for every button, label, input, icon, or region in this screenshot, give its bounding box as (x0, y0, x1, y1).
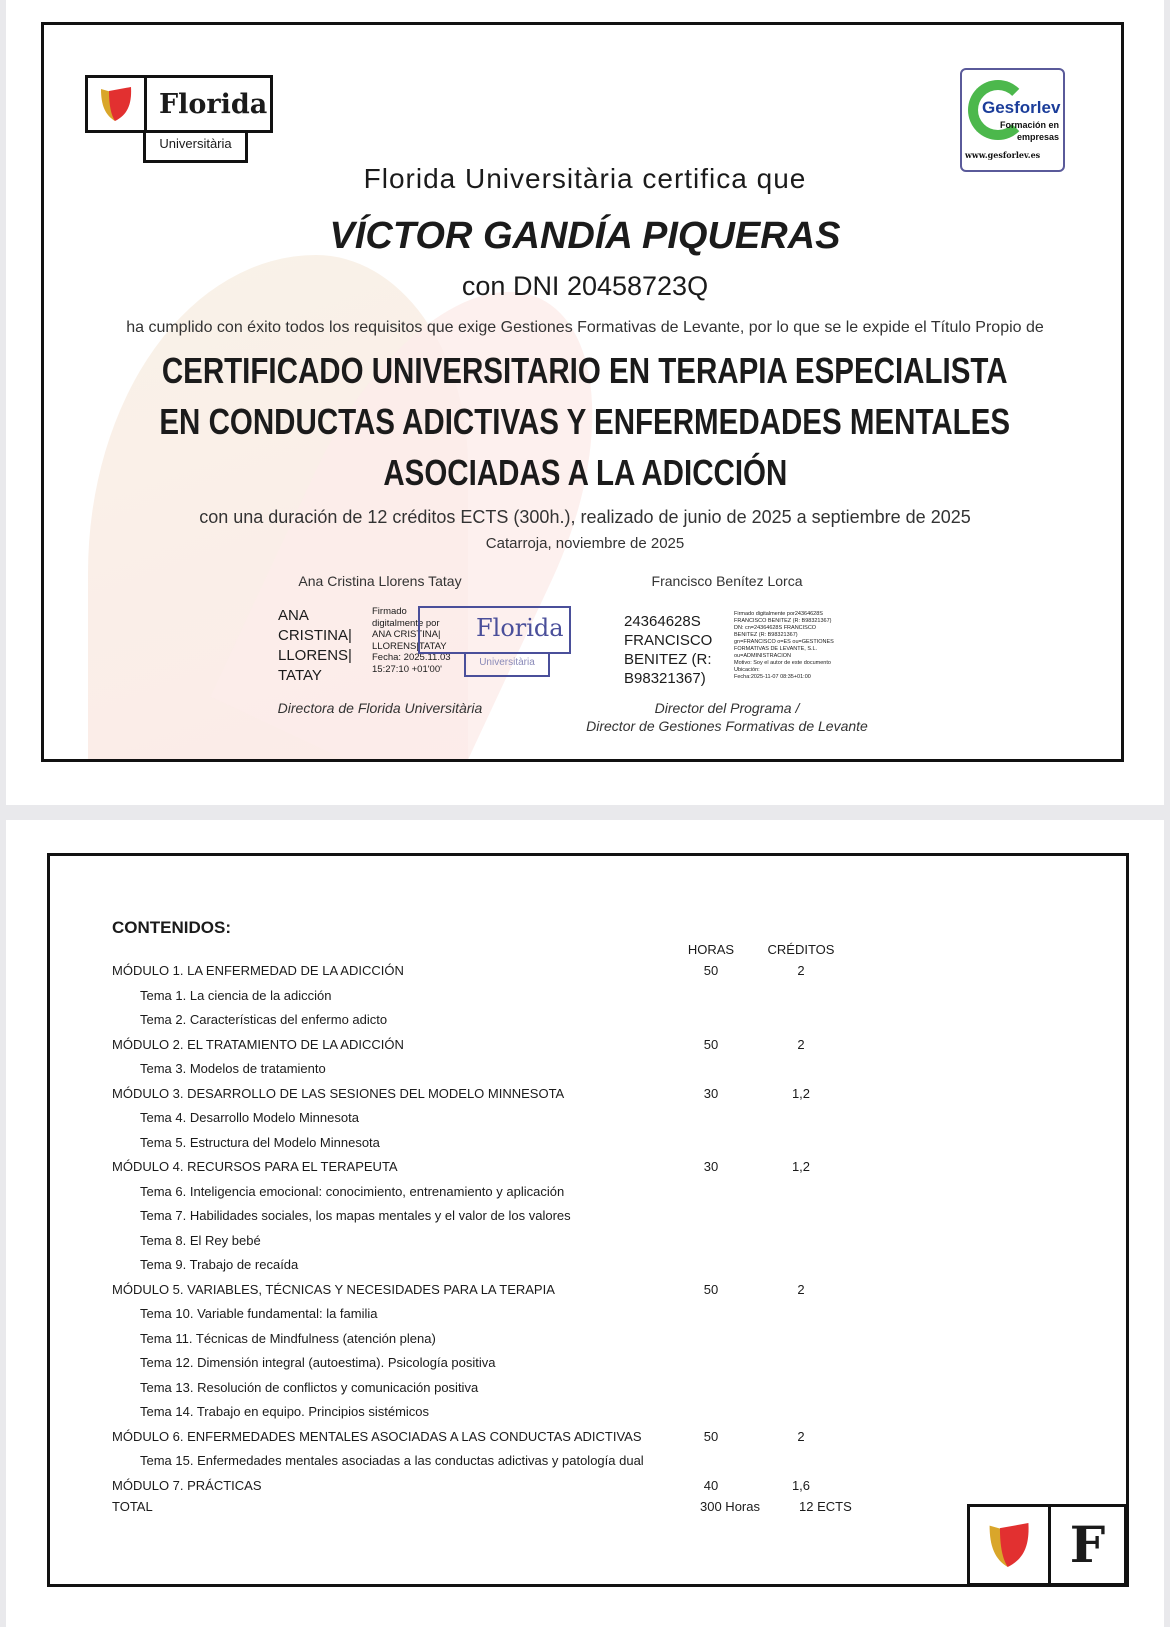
tema-row: Tema 6. Inteligencia emocional: conocimiento, entrenamiento y aplicación (140, 1183, 565, 1199)
signer1-role: Directora de Florida Universitària (277, 700, 483, 716)
module-credits: 1,2 (791, 1159, 811, 1174)
module-row: MÓDULO 5. VARIABLES, TÉCNICAS Y NECESIDADES PARA LA TERAPIA (112, 1281, 555, 1297)
recipient-name: VÍCTOR GANDÍA PIQUERAS (329, 215, 841, 257)
total-label: TOTAL (112, 1499, 153, 1514)
module-row: MÓDULO 2. EL TRATAMIENTO DE LA ADICCIÓN (112, 1036, 404, 1052)
shield-icon (970, 1507, 1051, 1583)
gesforlev-name: Gesforlev (982, 98, 1061, 117)
recipient-dni: con DNI 20458723Q (461, 271, 709, 301)
gesforlev-tagline: Formación en (999, 120, 1059, 130)
tema-row: Tema 1. La ciencia de la adicción (140, 987, 332, 1003)
module-hours: 50 (703, 1428, 719, 1444)
module-credits: 2 (797, 1428, 805, 1444)
signer2-role: Director del Programa / (654, 700, 800, 716)
module-credits: 1,6 (791, 1477, 811, 1493)
module-hours: 30 (703, 1085, 719, 1101)
intro-text: Florida Universitària certifica que (363, 163, 807, 194)
title-line: CERTIFICADO UNIVERSITARIO EN TERAPIA ESPECIALISTA (162, 350, 1008, 391)
certificate-page (6, 0, 1164, 805)
module-hours: 50 (703, 963, 719, 978)
module-credits: 2 (797, 1281, 805, 1297)
tema-row: Tema 5. Estructura del Modelo Minnesota (140, 1134, 380, 1150)
logo-subtitle: Universitària (143, 130, 248, 163)
tema-row: Tema 10. Variable fundamental: la familia (140, 1306, 378, 1321)
signer1-name: Ana Cristina Llorens Tatay (298, 573, 462, 589)
signer1-signature-detail: Firmado digitalmente por ANA CRISTINA| LLORENS|TATAY Fecha: 2025.11.03 15:27:10 +01'00' (372, 606, 451, 675)
tema-row: Tema 12. Dimensión integral (autoestima). Psicología positiva (140, 1355, 496, 1370)
module-hours: 50 (703, 1036, 719, 1052)
gesforlev-url: www.gesforlev.es (965, 150, 1041, 160)
title-line: ASOCIADAS A LA ADICCIÓN (382, 452, 787, 493)
logo-text: Florida (159, 88, 268, 120)
signer2-signature-detail: Firmado digitalmente por24364628S FRANCISCO BENITEZ (R: B98321367) DN: cn=24364628S FRANCISCO BENITEZ (R: B98321367) gn=FRANCISCO o=ES ou=GESTIONES FORMATIVAS DE LEVANTE, S.L. ou=ADMINISTRACION Motivo: Soy el autor de este documento Ubicación: Fecha:2025-11-07 08:35+01:00 (734, 611, 834, 680)
total-hours: 300 Horas (700, 1499, 760, 1514)
module-row: MÓDULO 1. LA ENFERMEDAD DE LA ADICCIÓN (112, 963, 404, 978)
module-row: MÓDULO 3. DESARROLLO DE LAS SESIONES DEL MODELO MINNESOTA (112, 1085, 565, 1101)
contents-heading: CONTENIDOS: (112, 918, 231, 937)
module-hours: 30 (703, 1159, 719, 1174)
tema-row: Tema 7. Habilidades sociales, los mapas mentales y el valor de los valores (140, 1208, 571, 1223)
tema-row: Tema 15. Enfermedades mentales asociadas a las conductas adictivas y patología dual (140, 1453, 644, 1468)
col-credits-header: CRÉDITOS (767, 942, 835, 957)
module-row: MÓDULO 6. ENFERMEDADES MENTALES ASOCIADAS A LAS CONDUCTAS ADICTIVAS (112, 1428, 642, 1444)
florida-stamp: Florida (418, 606, 571, 654)
shield-icon (88, 78, 147, 130)
tema-row: Tema 2. Características del enfermo adicto (140, 1012, 388, 1027)
tema-row: Tema 8. El Rey bebé (140, 1232, 261, 1248)
duration-text: con una duración de 12 créditos ECTS (300h.), realizado de junio de 2025 a septiembre de 2025 (199, 507, 971, 527)
tema-row: Tema 14. Trabajo en equipo. Principios sistémicos (140, 1404, 430, 1419)
col-hours-header: HORAS (687, 942, 735, 957)
module-hours: 50 (703, 1281, 719, 1297)
tema-row: Tema 11. Técnicas de Mindfulness (atención plena) (140, 1330, 436, 1346)
tema-row: Tema 13. Resolución de conflictos y comunicación positiva (140, 1379, 479, 1395)
module-row: MÓDULO 4. RECURSOS PARA EL TERAPEUTA (112, 1159, 398, 1174)
module-credits: 2 (797, 1036, 805, 1052)
module-hours: 40 (703, 1477, 719, 1493)
gesforlev-logo (960, 68, 1065, 172)
signer2-signature: 24364628S FRANCISCO BENITEZ (R: B98321367) (624, 613, 713, 687)
signer2-role: Director de Gestiones Formativas de Levante (586, 718, 868, 734)
statement-text: ha cumplido con éxito todos los requisitos que exige Gestiones Formativas de Levante, por lo que se le expide el Título Propio de (126, 319, 1044, 336)
module-credits: 2 (797, 963, 805, 978)
tema-row: Tema 4. Desarrollo Modelo Minnesota (140, 1110, 359, 1125)
place-date: Catarroja, noviembre de 2025 (485, 535, 685, 552)
module-row: MÓDULO 7. PRÁCTICAS (112, 1477, 262, 1493)
corner-letter: F (1069, 1515, 1106, 1574)
tema-row: Tema 3. Modelos de tratamiento (140, 1061, 326, 1076)
gesforlev-tagline: empresas (1016, 132, 1059, 142)
signer1-signature: ANA CRISTINA| LLORENS| TATAY (278, 607, 352, 684)
total-credits: 12 ECTS (799, 1499, 852, 1514)
corner-logo (967, 1504, 1127, 1586)
title-line: EN CONDUCTAS ADICTIVAS Y ENFERMEDADES MENTALES (159, 401, 1011, 442)
tema-row: Tema 9. Trabajo de recaída (140, 1257, 299, 1272)
florida-stamp-sub: Universitària (464, 652, 550, 677)
florida-logo (85, 75, 273, 133)
module-credits: 1,2 (791, 1085, 811, 1101)
signer2-name: Francisco Benítez Lorca (651, 573, 803, 589)
